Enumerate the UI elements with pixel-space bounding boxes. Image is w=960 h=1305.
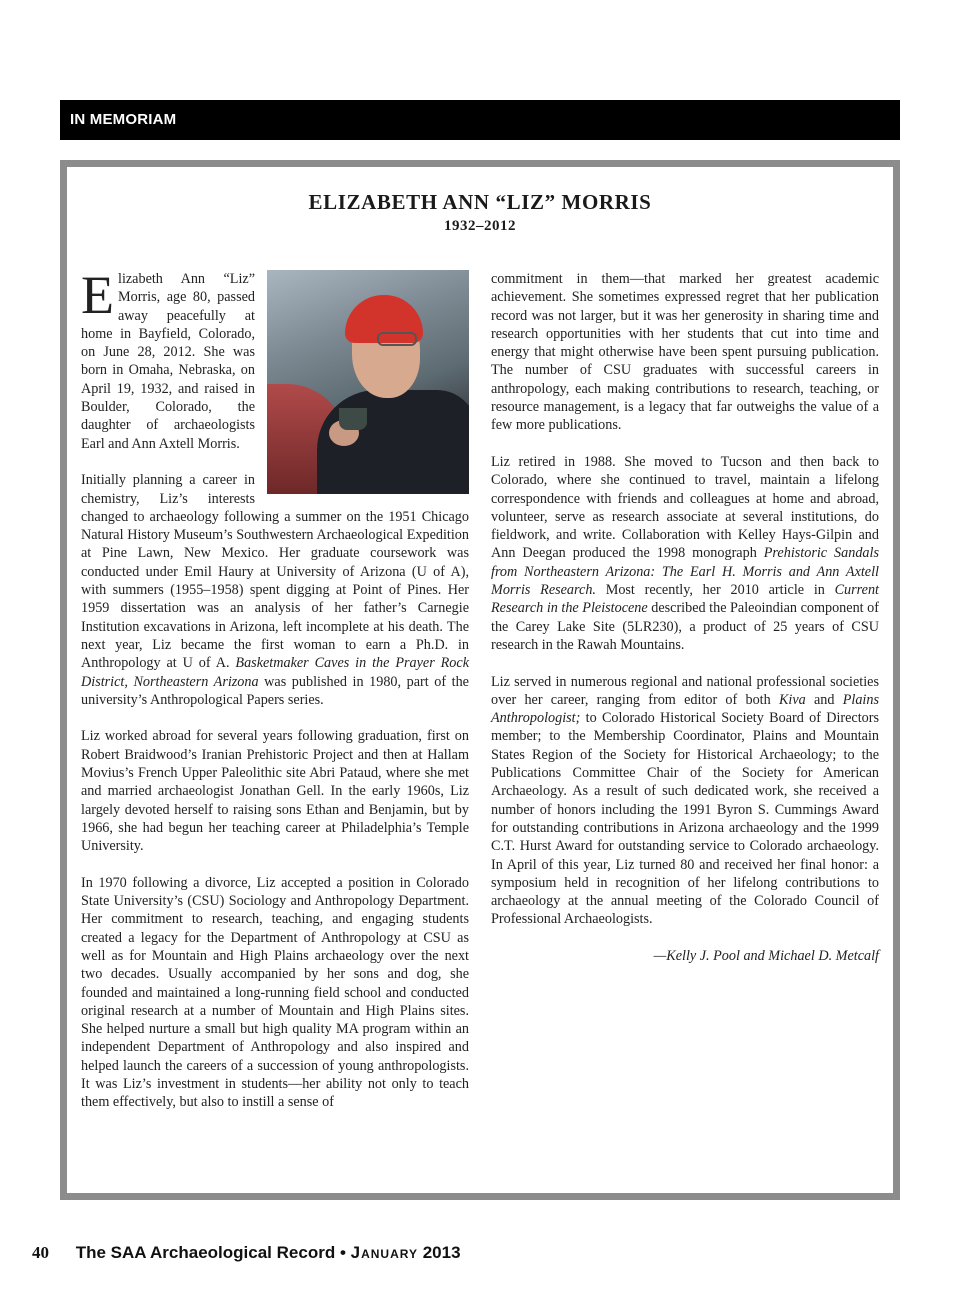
paragraph-service-text-a: Liz served in numerous regional and national professional societies over her career, ranging from editor of both	[491, 673, 879, 708]
article-title: ELIZABETH ANN “LIZ” MORRIS	[308, 190, 652, 214]
byline: —Kelly J. Pool and Michael D. Metcalf	[653, 947, 879, 964]
article-column-left	[81, 265, 469, 1130]
drop-cap: E	[81, 265, 114, 325]
paragraph-service-text-b: and	[805, 691, 843, 708]
page-footer	[32, 1243, 461, 1263]
paragraph-retirement-text-b: Most recently, her 2010 article in	[595, 582, 835, 599]
paragraph-csu: In 1970 following a divorce, Liz accepted a position in Colorado State University’s (CSU) Sociology and Anthropology Department. Her commitment to research, teaching, and engaging students created a legacy for the Department of Anthropology at CSU as well as for Mountain and High Plains archaeology over the next two decades. Usually accompanied by her sons and dog, she founded and maintained a long-running field school and conducted original research at a number of Mountain and High Plains sites. She helped nurture a small but high quality MA program within an independent Department of Anthropology and also inspired and helped launch the careers of a succession of young anthropologists. It was Liz’s investment in students—her ability not only to teach them effectively, but also to instill a sense of	[81, 874, 469, 1111]
article-years: 1932–2012	[444, 218, 516, 234]
paragraph-career-text-a: Initially planning a career in chemistry, Liz’s interests changed to archaeology following a summer on the 1951 Chicago Natural History Museum’s Southwestern Archaeological Expedition at Pine Lawn, New Mexico. Her graduate coursework was conducted under Emil Haury at University of Arizona (U of A), with summers (1955–1958) spent digging at Point of Pines. Her 1959 dissertation was an analysis of her father’s Carnegie Institution excavations in Arizona, left incomplete at his death. The next year, Liz became the first woman to earn a Ph.D. in Anthropology at U of A.	[81, 472, 469, 672]
paragraph-retirement	[491, 453, 879, 654]
paragraph-retirement-text-c: described the Paleoindian component of the Carey Lake Site (5LR230), a product of 25 years of CSU research in the Rawah Mountains.	[491, 600, 879, 653]
paragraph-career-text-b: was published in 1980, part of the university’s Anthropological Papers series.	[81, 673, 469, 708]
portrait-photo	[267, 270, 469, 494]
article-column-right	[491, 270, 879, 984]
paragraph-service	[491, 673, 879, 929]
monograph-title: Prehistoric Sandals from Northeastern Arizona: The Earl H. Morris and Ann Axtell Morris Research.	[491, 545, 879, 599]
paragraph-abroad: Liz worked abroad for several years following graduation, first on Robert Braidwood’s Iranian Prehistoric Project and then at Hallam Movius’s French Upper Paleolithic site Abri Pataud, where she met and married archaeologist Jonathan Gell. In the early 1960s, Liz largely devoted herself to raising sons Ethan and Benjamin, but by 1966, she had begun her teaching career at Philadelphia’s Temple University.	[81, 728, 469, 855]
footer-separator: •	[339, 1243, 346, 1262]
issue-month: January	[350, 1243, 418, 1262]
paragraph-retirement-text-a: Liz retired in 1988. She moved to Tucson and then back to Colorado, where she continued to travel, maintain a lifelong correspondence with friends and colleagues at home and abroad, volunteer, serve as research associate at several institutions, do fieldwork, and write. Collaboration with Kelley Hays-Gilpin and Ann Deegan produced the 1998 monograph	[491, 453, 879, 562]
section-header-bar	[60, 100, 900, 140]
publication-name: The SAA Archaeological Record	[75, 1243, 336, 1262]
journal-title: Current Research in the Pleistocene	[491, 582, 879, 617]
journal-kiva: Kiva	[778, 691, 806, 708]
page-number: 40	[32, 1243, 49, 1262]
section-label: IN MEMORIAM	[70, 111, 177, 128]
paragraph-career	[81, 471, 469, 709]
issue-year: 2013	[422, 1243, 461, 1262]
journal-plains: Plains Anthropologist;	[491, 691, 879, 727]
paragraph-legacy: commitment in them—that marked her greatest academic achievement. She sometimes expressed regret that her publication record was not larger, but it was her generosity in sharing time and research opportunities with her students that cut into time and energy that might otherwise have been spent pursuing publication. The number of CSU graduates with successful careers in anthropology, each making contributions to research, teaching, or resource management, is a legacy that far outweighs the value of a few more publications.	[491, 271, 879, 434]
paragraph-service-text-c: to Colorado Historical Society Board of Directors member; to the Membership Coordinator, Plains and Mountain States Region of the Society for Historical Archaeology; to the Publications Committee Chair of the Society for American Archaeology. As a result of such dedicated work, she received a number of honors including the 1991 Byron S. Cummings Award for outstanding contributions in Arizona archaeology and the 1999 C.T. Hurst Award for outstanding service to Colorado archaeology. In April of this year, Liz turned 80 and received her final honor: a symposium held in recognition of her lifelong contributions to archaeology at the annual meeting of the Colorado Council of Professional Archaeologists.	[491, 710, 879, 928]
book-title: Basketmaker Caves in the Prayer Rock District, Northeastern Arizona	[81, 655, 469, 690]
paragraph-intro-text: lizabeth Ann “Liz” Morris, age 80, passed away peacefully at home in Bayfield, Colorado, on June 28, 2012. She was born in Omaha, Nebraska, on April 19, 1932, and raised in Boulder, Colorado, the daughter of archaeologists Earl and Ann Axtell Morris.	[81, 271, 255, 452]
